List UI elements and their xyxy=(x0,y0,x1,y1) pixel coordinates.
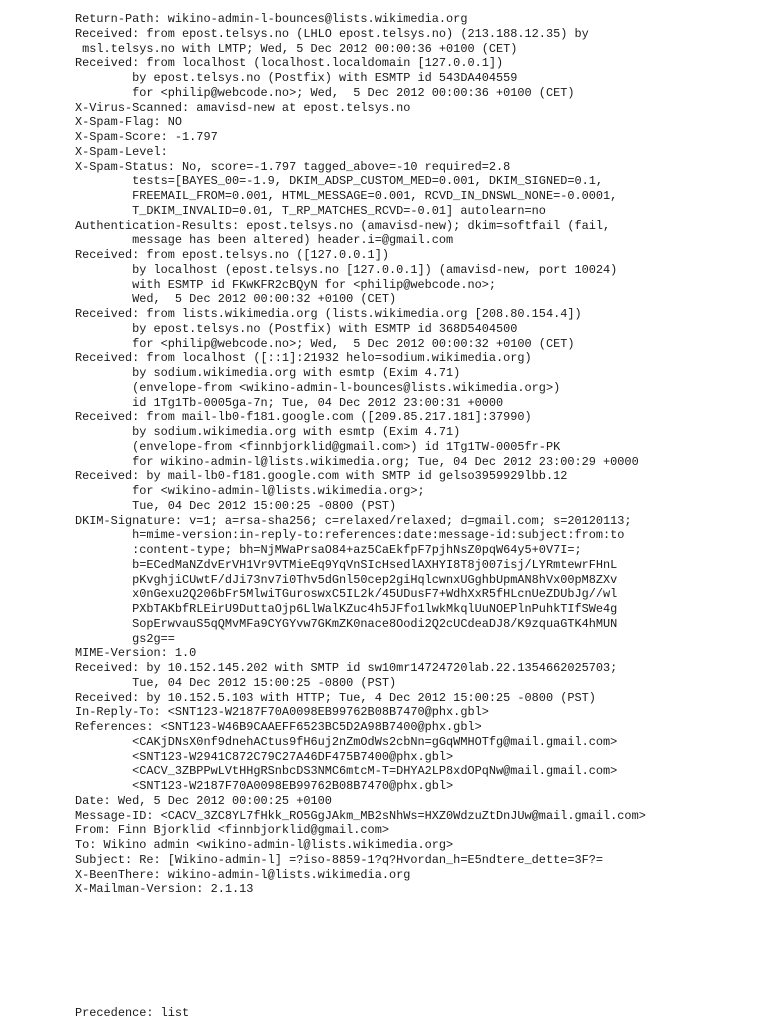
header-line: <CACV_3ZBPPwLVtHHgRSnbcDS3NMC6mtcM-T=DHYA2LP8xdOPqNw@mail.gmail.com> xyxy=(75,764,618,779)
header-line: Received: by mail-lb0-f181.google.com with SMTP id gelso3959929lbb.12 xyxy=(75,469,568,484)
header-line: X-Spam-Level: xyxy=(75,144,168,159)
header-line: pKvghjiCUwtF/dJi73nv7i0Thv5dGnl50cep2giHqlcwnxUGghbUpmAN8hVx00pM8ZXv xyxy=(75,572,618,587)
header-line: DKIM-Signature: v=1; a=rsa-sha256; c=relaxed/relaxed; d=gmail.com; s=20120113; xyxy=(75,513,632,528)
header-line: T_DKIM_INVALID=0.01, T_RP_MATCHES_RCVD=-0.01] autolearn=no xyxy=(75,203,546,218)
header-line: Message-ID: <CACV_3ZC8YL7fHkk_RO5GgJAkm_MB2sNhWs=HXZ0WdzuZtDnJUw@mail.gmail.com> xyxy=(75,808,646,823)
header-line: (envelope-from <wikino-admin-l-bounces@lists.wikimedia.org>) xyxy=(75,380,561,395)
header-line: Tue, 04 Dec 2012 15:00:25 -0800 (PST) xyxy=(75,675,397,690)
header-line: MIME-Version: 1.0 xyxy=(75,646,197,661)
header-line: PXbTAKbfRLEirU9DuttaOjp6LlWalKZuc4h5JFfo1lwkMkqlUuNOEPlnPuhkTIfSWe4g xyxy=(75,602,618,616)
header-line: Tue, 04 Dec 2012 15:00:25 -0800 (PST) xyxy=(75,498,397,513)
header-line: Received: from mail-lb0-f181.google.com ([209.85.217.181]:37990) xyxy=(75,410,532,425)
header-line: To: Wikino admin <wikino-admin-l@lists.wikimedia.org> xyxy=(75,838,454,852)
header-line: by sodium.wikimedia.org with esmtp (Exim 4.71) xyxy=(75,366,461,380)
header-line: x0nGexu2Q206bFr5MlwiTGuroswxC5IL2k/45UDusF7+WdhXxR5fHLcnUeZDUbJg//wl xyxy=(75,587,618,602)
header-line: Received: from localhost ([::1]:21932 helo=sodium.wikimedia.org) xyxy=(75,351,532,366)
header-line-precedence: Precedence: list xyxy=(75,1006,190,1020)
header-line: Received: from epost.telsys.no (LHLO epost.telsys.no) (213.188.12.35) by xyxy=(75,26,589,41)
header-line: <SNT123-W2187F70A0098EB99762B08B7470@phx.gbl> xyxy=(75,779,454,793)
header-line: by sodium.wikimedia.org with esmtp (Exim 4.71) xyxy=(75,425,461,439)
header-line: Received: by 10.152.5.103 with HTTP; Tue, 4 Dec 2012 15:00:25 -0800 (PST) xyxy=(75,690,596,705)
header-line: with ESMTP id FKwKFR2cBQyN for <philip@webcode.no>; xyxy=(75,277,496,292)
header-line: FREEMAIL_FROM=0.001, HTML_MESSAGE=0.001, RCVD_IN_DNSWL_NONE=-0.0001, xyxy=(75,189,618,203)
header-line: h=mime-version:in-reply-to:references:date:message-id:subject:from:to xyxy=(75,528,625,543)
header-line: Received: from epost.telsys.no ([127.0.0.1]) xyxy=(75,248,389,262)
header-line: message has been altered) header.i=@gmail.com xyxy=(75,233,454,248)
header-line: References: <SNT123-W46B9CAAEFF6523BC5D2A98B7400@phx.gbl> xyxy=(75,720,482,734)
header-line: :content-type; bh=NjMWaPrsaO84+az5CaEkfpF7pjhNsZ0pqW64y5+0V7I=; xyxy=(75,543,582,557)
header-line: Received: from localhost (localhost.localdomain [127.0.0.1]) xyxy=(75,56,504,71)
header-line: Received: from lists.wikimedia.org (lists.wikimedia.org [208.80.154.4]) xyxy=(75,307,582,321)
header-line: by epost.telsys.no (Postfix) with ESMTP id 543DA404559 xyxy=(75,71,518,85)
header-line: <CAKjDNsX0nf9dnehACtus9fH6uj2nZmOdWs2cbNn=gGqWMHOTfg@mail.gmail.com> xyxy=(75,734,618,749)
header-line: by localhost (epost.telsys.no [127.0.0.1]) (amavisd-new, port 10024) xyxy=(75,262,618,277)
header-line: In-Reply-To: <SNT123-W2187F70A0098EB99762B08B7470@phx.gbl> xyxy=(75,705,489,720)
header-line: Received: by 10.152.145.202 with SMTP id sw10mr14724720lab.22.1354662025703; xyxy=(75,661,618,675)
header-line: for wikino-admin-l@lists.wikimedia.org; Tue, 04 Dec 2012 23:00:29 +0000 xyxy=(75,454,639,469)
header-line: X-Virus-Scanned: amavisd-new at epost.telsys.no xyxy=(75,100,411,115)
header-line: Return-Path: wikino-admin-l-bounces@lists.wikimedia.org xyxy=(75,12,468,26)
header-line: Wed, 5 Dec 2012 00:00:32 +0100 (CET) xyxy=(75,292,397,307)
header-line: X-BeenThere: wikino-admin-l@lists.wikimedia.org xyxy=(75,867,411,882)
header-line: gs2g== xyxy=(75,631,175,646)
header-line: for <wikino-admin-l@lists.wikimedia.org>; xyxy=(75,484,425,498)
header-line: msl.telsys.no with LMTP; Wed, 5 Dec 2012 00:00:36 +0100 (CET) xyxy=(75,41,518,56)
header-line: for <philip@webcode.no>; Wed, 5 Dec 2012 00:00:32 +0100 (CET) xyxy=(75,336,575,351)
header-line: From: Finn Bjorklid <finnbjorklid@gmail.com> xyxy=(75,823,389,838)
header-line: SopErwvauS5qQMvMFa9CYGYvw7GKmZK0nace8Oodi2Q2cUCdeaDJ8/K9zquaGTK4hMUN xyxy=(75,616,618,631)
header-line: Authentication-Results: epost.telsys.no (amavisd-new); dkim=softfail (fail, xyxy=(75,218,611,233)
header-line: <SNT123-W2941C872C79C27A46DF475B7400@phx.gbl> xyxy=(75,749,454,764)
header-line: X-Spam-Score: -1.797 xyxy=(75,130,218,144)
header-line: X-Mailman-Version: 2.1.13 xyxy=(75,882,254,897)
header-line: (envelope-from <finnbjorklid@gmail.com>) id 1Tg1TW-0005fr-PK xyxy=(75,439,561,454)
header-line: Date: Wed, 5 Dec 2012 00:00:25 +0100 xyxy=(75,793,332,808)
header-line: X-Spam-Status: No, score=-1.797 tagged_above=-10 required=2.8 xyxy=(75,159,511,174)
email-headers xyxy=(75,12,768,897)
header-line: by epost.telsys.no (Postfix) with ESMTP id 368D5404500 xyxy=(75,321,518,336)
header-line: X-Spam-Flag: NO xyxy=(75,115,183,130)
header-line: b=ECedMaNZdvErVH1Vr9VTMieEq9YqVnSIcHsedlAXHYI8T8j007isj/LYRmtewrFHnL xyxy=(75,557,618,572)
header-line: for <philip@webcode.no>; Wed, 5 Dec 2012 00:00:36 +0100 (CET) xyxy=(75,85,575,100)
header-line: id 1Tg1Tb-0005ga-7n; Tue, 04 Dec 2012 23:00:31 +0000 xyxy=(75,395,504,410)
header-line: Subject: Re: [Wikino-admin-l] =?iso-8859-1?q?Hvordan_h=E5ndtere_dette=3F?= xyxy=(75,852,604,867)
header-line: tests=[BAYES_00=-1.9, DKIM_ADSP_CUSTOM_MED=0.001, DKIM_SIGNED=0.1, xyxy=(75,174,604,189)
